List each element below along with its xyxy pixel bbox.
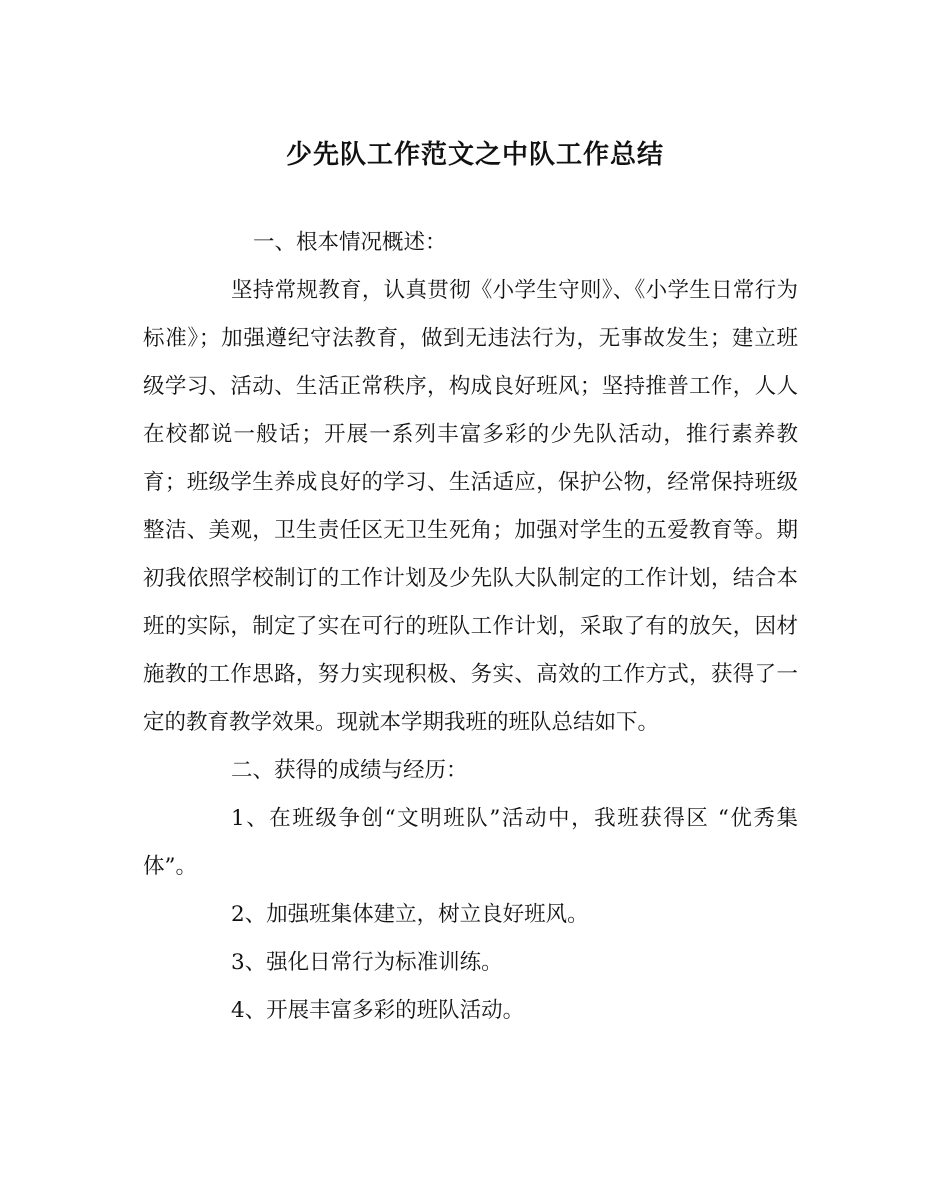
paragraph-overview: 坚持常规教育，认真贯彻《小学生守则》、《小学生日常行为标准》；加强遵纪守法教育，做到无违法行为，无事故发生；建立班级学习、活动、生活正常秩序，构成良好班风；坚持推普工作，人人在校都说一般话；开展一系列丰富多彩的少先队活动，推行素养教育；班级学生养成良好的学习、生活适应，保护公物，经常保持班级整洁、美观，卫生责任区无卫生死角；加强对学生的五爱教育等。期初我依照学校制订的工作计划及少先队大队制定的工作计划，结合本班的实际，制定了实在可行的班队工作计划，采取了有的放矢，因材施教的工作思路，努力实现积极、务实、高效的工作方式，获得了一定的教育教学效果。现就本学期我班的班队总结如下。 — [143, 278, 798, 735]
document-body — [143, 219, 798, 1035]
list-item-1: 1、在班级争创“文明班队”活动中，我班获得区 “优秀集体”。 — [143, 806, 798, 879]
list-item-2: 2、加强班集体建立，树立良好班风。 — [231, 902, 589, 927]
document-title: 少先队工作范文之中队工作总结 — [285, 140, 664, 170]
section-heading-1: 一、根本情况概述： — [253, 230, 447, 255]
list-item-4: 4、开展丰富多彩的班队活动。 — [231, 998, 525, 1023]
list-item-3: 3、强化日常行为标准训练。 — [231, 950, 503, 975]
section-heading-2: 二、获得的成绩与经历： — [231, 758, 468, 783]
